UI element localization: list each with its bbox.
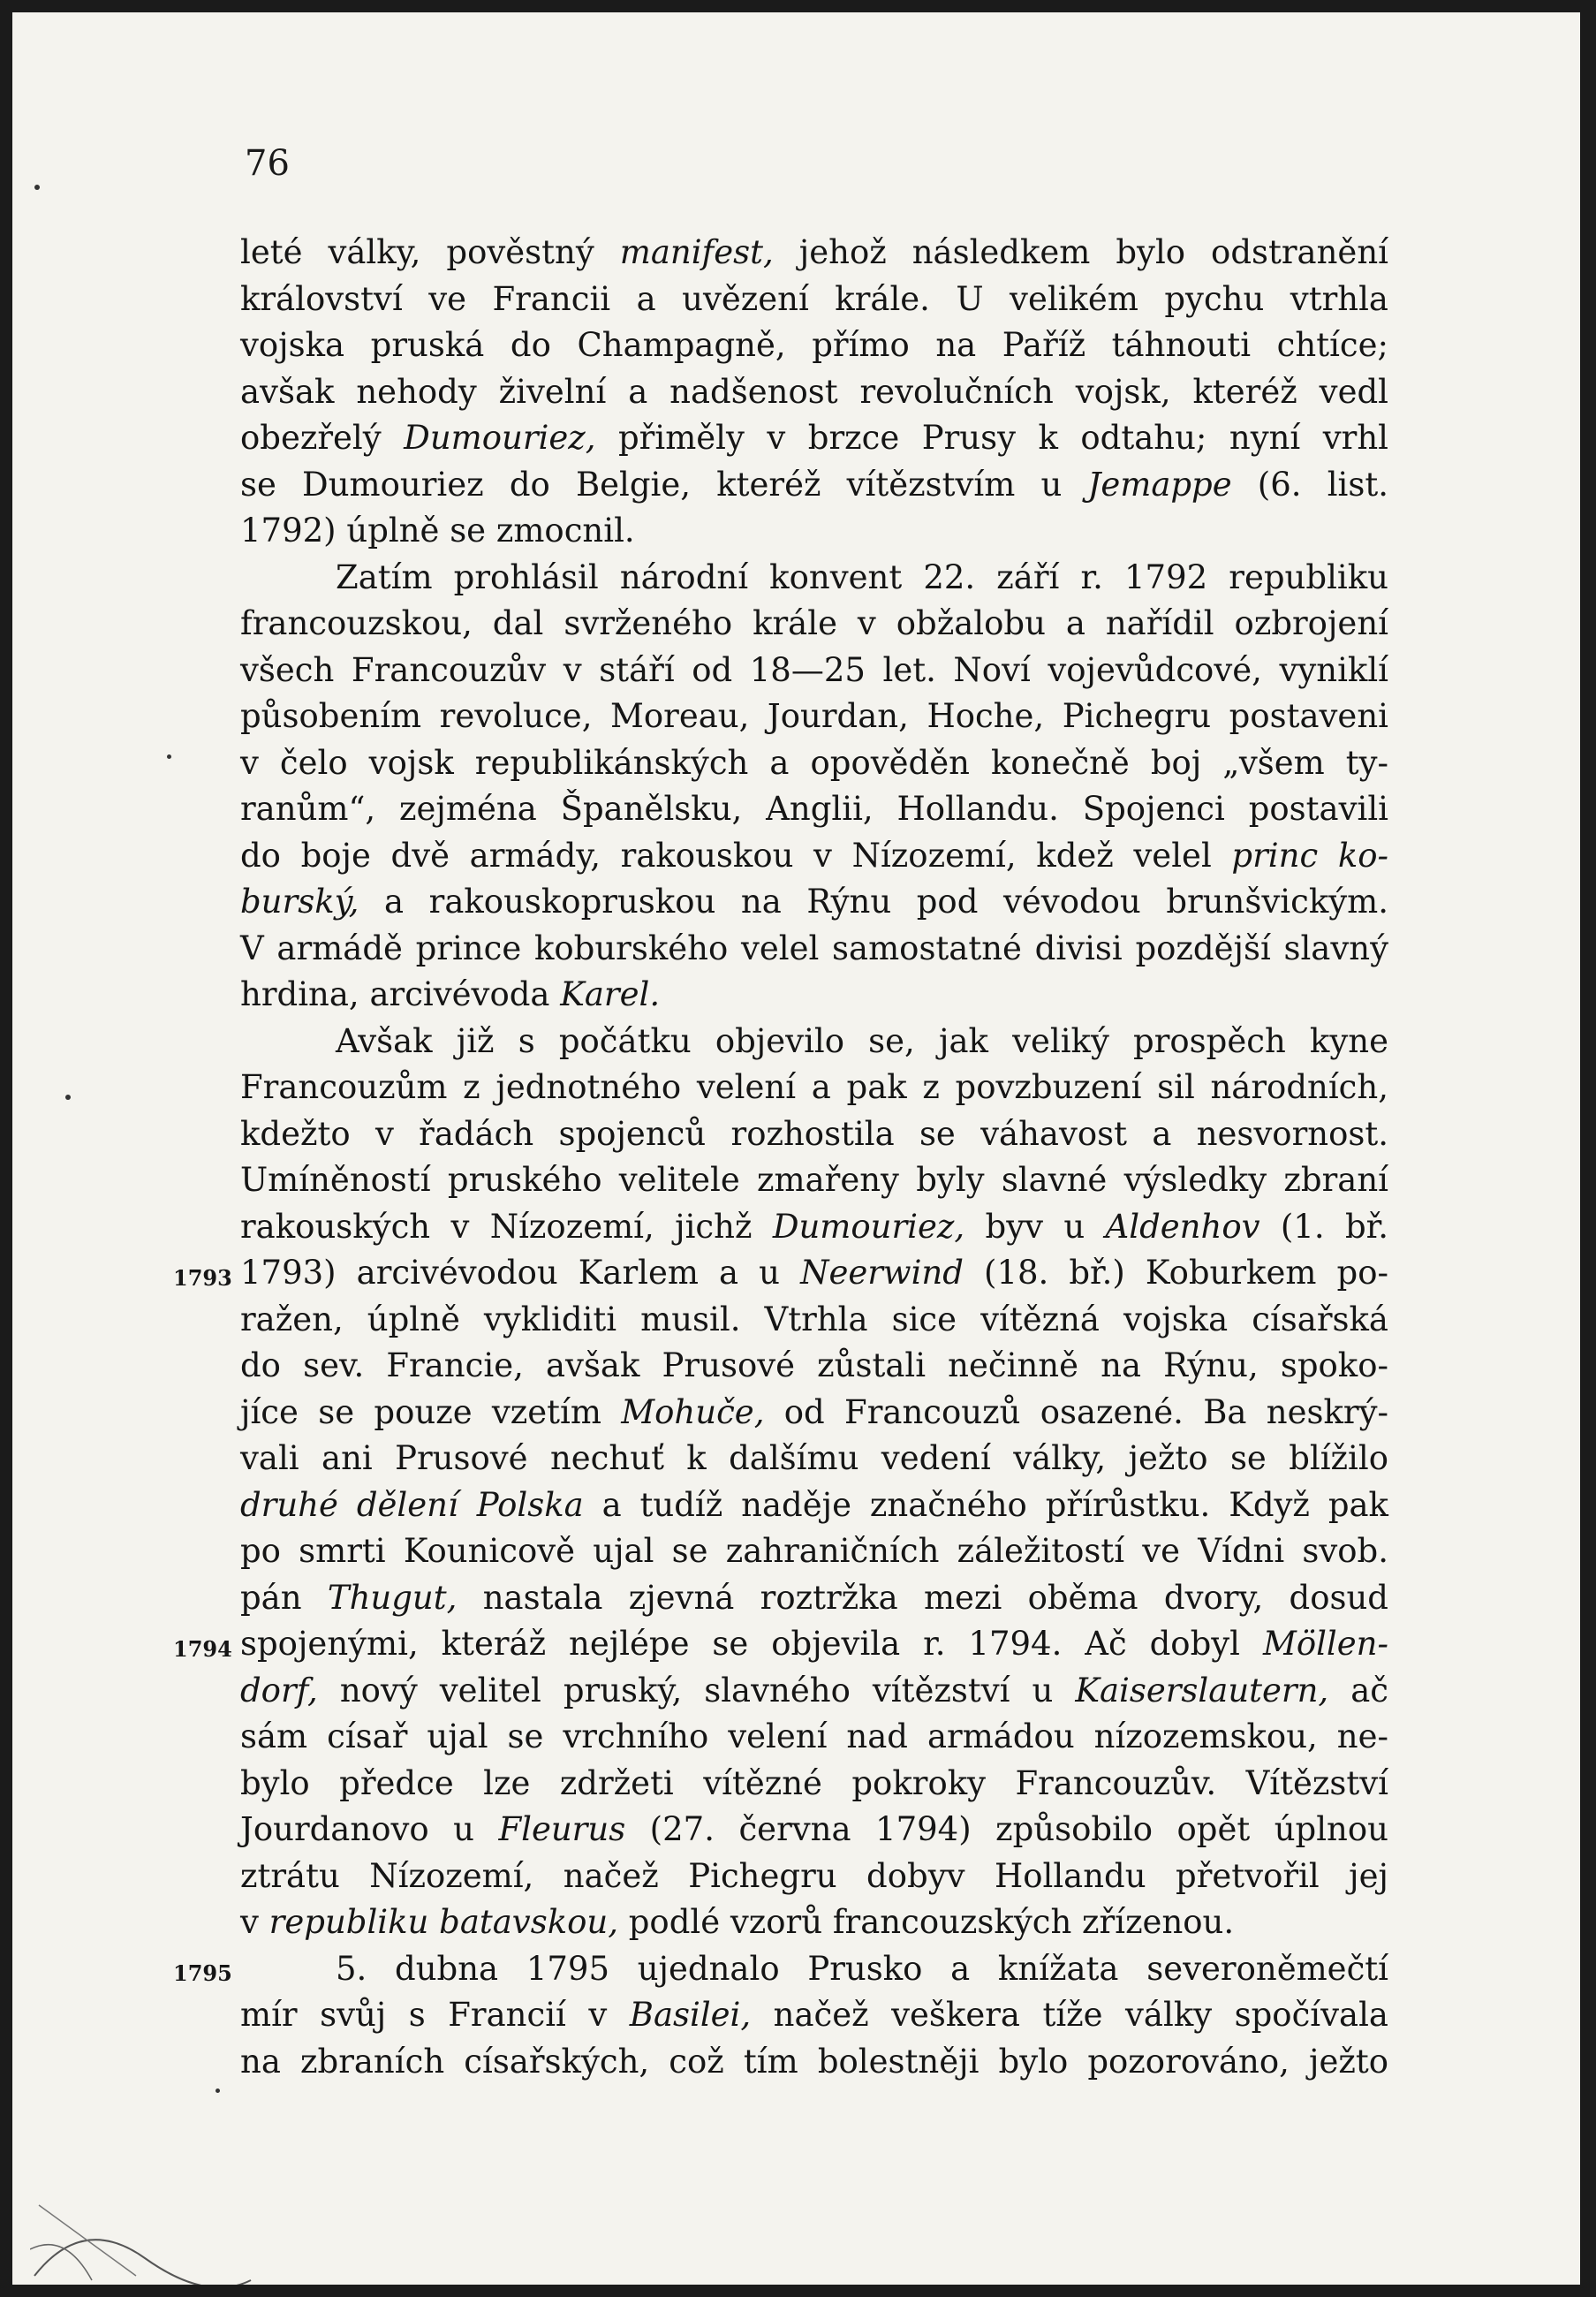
- italic-text-run: Thugut,: [327, 1578, 458, 1617]
- text-line: [240, 369, 1388, 416]
- text-run: na zbraních císařských, což tím bolestněji bylo pozorováno, ježto: [240, 2042, 1388, 2081]
- text-run: nastala zjevná roztržka mezi oběma dvory, dosud: [457, 1578, 1388, 1617]
- italic-text-run: burský,: [240, 883, 359, 921]
- text-run: (18. bř.) Koburkem po-: [963, 1254, 1388, 1292]
- text-run: ztrátu Nízozemí, načež Pichegru dobyv Hollandu přetvořil jej: [240, 1856, 1388, 1895]
- text-run: podlé vzorů francouzských zřízenou.: [617, 1903, 1235, 1941]
- text-line: [240, 1343, 1388, 1390]
- italic-text-run: Dumouriez,: [772, 1207, 965, 1246]
- text-line: [240, 833, 1388, 880]
- italic-text-run: manifest,: [619, 233, 774, 271]
- text-run: leté války, pověstný: [240, 233, 620, 271]
- text-line: [240, 1065, 1388, 1111]
- italic-text-run: Neerwind: [800, 1254, 964, 1292]
- book-page: [12, 12, 1580, 2285]
- italic-text-run: dorf,: [240, 1671, 318, 1709]
- text-run: (1. bř.: [1259, 1207, 1389, 1246]
- text-line: [240, 322, 1388, 369]
- text-line: [240, 415, 1388, 462]
- text-line: [240, 555, 1388, 602]
- text-run: pán: [240, 1578, 328, 1617]
- text-run: načež veškera tíže války spočívala: [751, 1996, 1388, 2034]
- text-run: a rakouskopruskou na Rýnu pod vévodou brunšvickým.: [359, 883, 1388, 921]
- italic-text-run: Mohuče,: [621, 1392, 765, 1431]
- text-run: rakouských v Nízozemí, jichž: [240, 1207, 773, 1246]
- text-run: nový velitel pruský, slavného vítězství u: [317, 1671, 1076, 1709]
- text-run: přiměly v brzce Prusy k odtahu; nyní vrhl: [595, 419, 1388, 457]
- italic-text-run: Fleurus: [498, 1810, 626, 1848]
- text-run: vali ani Prusové nechuť k dalšímu vedení války, ježto se blížilo: [240, 1439, 1388, 1477]
- text-line: [240, 926, 1388, 973]
- text-line: [240, 1297, 1388, 1344]
- text-run: všech Francouzův v stáří od 18—25 let. Noví vojevůdcové, vyniklí: [240, 650, 1388, 689]
- italic-text-run: Karel.: [560, 975, 661, 1013]
- print-speck: [65, 1095, 71, 1100]
- text-line: [240, 1250, 1388, 1297]
- margin-year-1793: 1793: [173, 1265, 232, 1291]
- text-run: Avšak již s počátku objevilo se, jak veliký prospěch kyne: [336, 1021, 1388, 1060]
- text-line: [240, 1761, 1388, 1808]
- text-run: Jourdanovo u: [240, 1810, 499, 1848]
- text-run: Umíněností pruského velitele zmařeny byly slavné výsledky zbraní: [240, 1161, 1388, 1199]
- text-run: byv u: [964, 1207, 1106, 1246]
- italic-text-run: republiku batavskou,: [269, 1903, 618, 1941]
- italic-text-run: princ ko-: [1231, 836, 1389, 875]
- text-run: (6. list.: [1231, 465, 1389, 504]
- text-line: [240, 1854, 1388, 1900]
- text-run: do sev. Francie, avšak Prusové zůstali nečinně na Rýnu, spoko-: [240, 1346, 1388, 1384]
- text-line: [240, 1111, 1388, 1158]
- text-line: [240, 1575, 1388, 1622]
- text-line: [240, 1946, 1388, 1993]
- margin-year-1795: 1795: [173, 1960, 232, 1986]
- margin-year-1794: 1794: [173, 1636, 232, 1662]
- text-run: sám císař ujal se vrchního velení nad armádou nízozemskou, ne-: [240, 1717, 1388, 1755]
- text-line: [240, 1204, 1388, 1251]
- text-run: působením revoluce, Moreau, Jourdan, Hoche, Pichegru postaveni: [240, 697, 1388, 735]
- text-run: v: [240, 1903, 269, 1941]
- text-run: vojska pruská do Champagně, přímo na Paříž táhnouti chtíce;: [240, 326, 1388, 364]
- text-run: v čelo vojsk republikánských a opověděn konečně boj „všem ty-: [240, 743, 1388, 782]
- text-line: [240, 1482, 1388, 1529]
- text-run: do boje dvě armády, rakouskou v Nízozemí, kdež velel: [240, 836, 1232, 875]
- text-line: [240, 1157, 1388, 1204]
- text-line: [240, 1621, 1388, 1668]
- body-text: [240, 230, 1388, 2085]
- text-line: [240, 648, 1388, 694]
- text-line: [240, 2039, 1388, 2086]
- text-run: jehož následkem bylo odstranění: [773, 233, 1388, 271]
- text-line: [240, 694, 1388, 740]
- text-line: [240, 972, 1388, 1019]
- text-run: ač: [1328, 1671, 1388, 1709]
- text-line: [240, 230, 1388, 277]
- text-line: [240, 508, 1388, 555]
- text-line: [240, 462, 1388, 509]
- text-run: 5. dubna 1795 ujednalo Prusko a knížata severoněmečtí: [336, 1949, 1388, 1988]
- print-speck: [167, 754, 171, 759]
- text-run: jíce se pouze vzetím: [240, 1392, 622, 1431]
- page-corner-scratch: [30, 2152, 260, 2285]
- text-line: [240, 1390, 1388, 1437]
- text-line: [240, 277, 1388, 323]
- print-speck: [34, 185, 40, 190]
- text-run: obezřelý: [240, 419, 405, 457]
- italic-text-run: Basilei,: [629, 1996, 752, 2034]
- text-line: [240, 1992, 1388, 2039]
- text-run: 1792) úplně se zmocnil.: [240, 512, 635, 550]
- text-run: V armádě prince koburského velel samostatné divisi pozdější slavný: [240, 929, 1388, 967]
- text-line: [240, 1807, 1388, 1854]
- text-run: bylo předce lze zdržeti vítězné pokroky Francouzův. Vítězství: [240, 1763, 1388, 1802]
- text-line: [240, 1899, 1388, 1946]
- italic-text-run: Dumouriez,: [404, 419, 596, 457]
- text-run: po smrti Kounicově ujal se zahraničních záležitostí ve Vídni svob.: [240, 1532, 1388, 1570]
- italic-text-run: Kaiserslautern,: [1075, 1671, 1329, 1709]
- text-line: [240, 1714, 1388, 1761]
- text-run: mír svůj s Francií v: [240, 1996, 630, 2034]
- italic-text-run: Möllen-: [1262, 1625, 1388, 1663]
- text-run: 1793) arcivévodou Karlem a u: [240, 1254, 801, 1292]
- text-run: království ve Francii a uvězení krále. U velikém pychu vtrhla: [240, 279, 1388, 318]
- text-run: se Dumouriez do Belgie, kteréž vítězstvím u: [240, 465, 1088, 504]
- text-run: kdežto v řadách spojenců rozhostila se váhavost a nesvornost.: [240, 1114, 1388, 1153]
- text-run: hrdina, arcivévoda: [240, 975, 561, 1013]
- text-run: ražen, úplně vykliditi musil. Vtrhla sice vítězná vojska císařská: [240, 1300, 1388, 1338]
- text-line: [240, 1019, 1388, 1065]
- text-run: ranům“, zejména Španělsku, Anglii, Hollandu. Spojenci postavili: [240, 790, 1388, 828]
- italic-text-run: Jemappe: [1087, 465, 1232, 504]
- text-run: Zatím prohlásil národní konvent 22. září r. 1792 republiku: [336, 557, 1388, 596]
- text-line: [240, 1668, 1388, 1715]
- text-line: [240, 1528, 1388, 1575]
- print-speck: [216, 2089, 220, 2093]
- text-run: od Francouzů osazené. Ba neskrý-: [764, 1392, 1388, 1431]
- text-run: avšak nehody živelní a nadšenost revolučních vojsk, kteréž vedl: [240, 372, 1388, 411]
- page-number: 76: [245, 143, 290, 184]
- text-run: (27. června 1794) způsobilo opět úplnou: [625, 1810, 1388, 1848]
- text-run: spojenými, kteráž nejlépe se objevila r. 1794. Ač dobyl: [240, 1625, 1263, 1663]
- italic-text-run: Aldenhov: [1105, 1207, 1260, 1246]
- text-run: a tudíž naděje značného přírůstku. Když pak: [583, 1485, 1388, 1524]
- text-line: [240, 601, 1388, 648]
- text-line: [240, 879, 1388, 926]
- text-line: [240, 1436, 1388, 1482]
- italic-text-run: druhé dělení Polska: [240, 1485, 584, 1524]
- text-line: [240, 740, 1388, 787]
- text-line: [240, 786, 1388, 833]
- text-run: francouzskou, dal svrženého krále v obžalobu a nařídil ozbrojení: [240, 604, 1388, 642]
- text-run: Francouzům z jednotného velení a pak z povzbuzení sil národních,: [240, 1068, 1388, 1106]
